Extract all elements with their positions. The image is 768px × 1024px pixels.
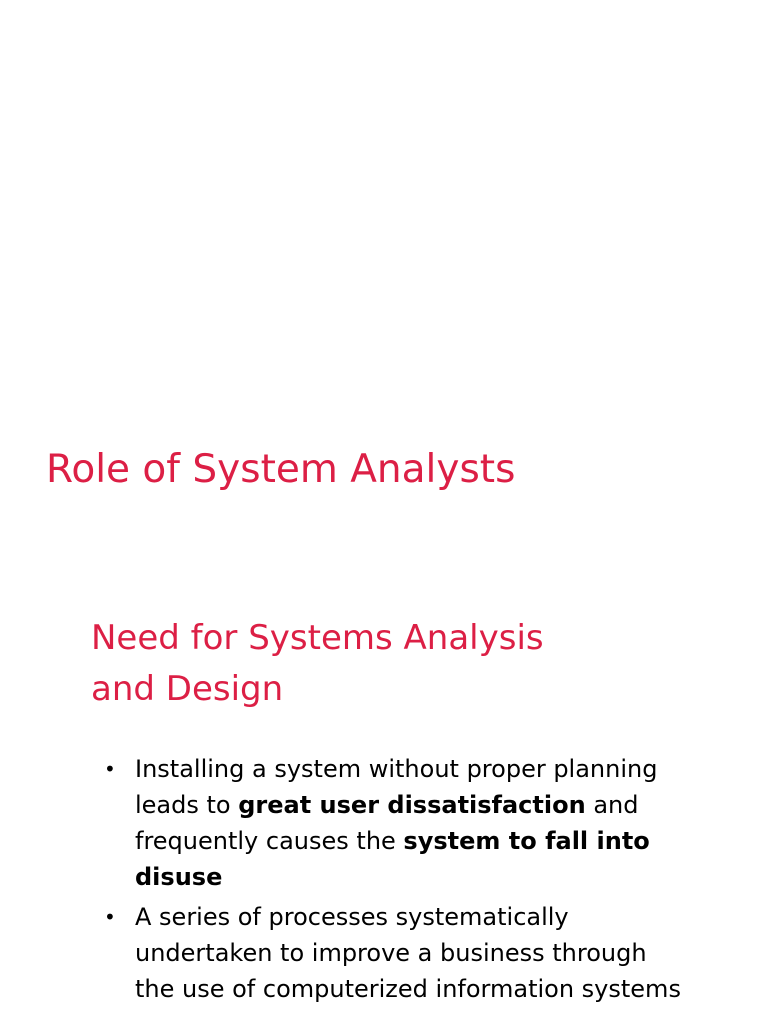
bullet-text: frequently causes the xyxy=(135,827,404,855)
bullet-dot-icon: • xyxy=(104,757,116,781)
section-heading-line-2: and Design xyxy=(91,669,284,709)
bullet-text: A series of processes systematically xyxy=(135,903,569,931)
slide-title: Role of System Analysts xyxy=(46,447,516,492)
bullet-text: and xyxy=(585,791,639,819)
bullet-list xyxy=(100,751,764,1011)
bullet-dot-icon: • xyxy=(104,905,116,929)
bullet-text: undertaken to improve a business through xyxy=(135,939,647,967)
bullet-line xyxy=(135,935,764,971)
bullet-text: leads to xyxy=(135,791,239,819)
bullet-line xyxy=(135,859,764,895)
bullet-line xyxy=(135,751,764,787)
bullet-line xyxy=(135,899,764,935)
bullet-emphasis-text: great user dissatisfaction xyxy=(238,791,586,819)
bullet-text: Installing a system without proper planning xyxy=(135,755,658,783)
bullet-emphasis-text: system to fall into xyxy=(403,827,650,855)
bullet-emphasis-text: disuse xyxy=(135,863,223,891)
bullet-line xyxy=(135,823,764,859)
bullet-item xyxy=(100,899,764,1007)
section-heading-line-1: Need for Systems Analysis xyxy=(91,618,544,658)
bullet-line xyxy=(135,787,764,823)
bullet-text: the use of computerized information systems xyxy=(135,975,681,1003)
bullet-item xyxy=(100,751,764,895)
section-heading xyxy=(91,613,731,715)
bullet-line xyxy=(135,971,764,1007)
